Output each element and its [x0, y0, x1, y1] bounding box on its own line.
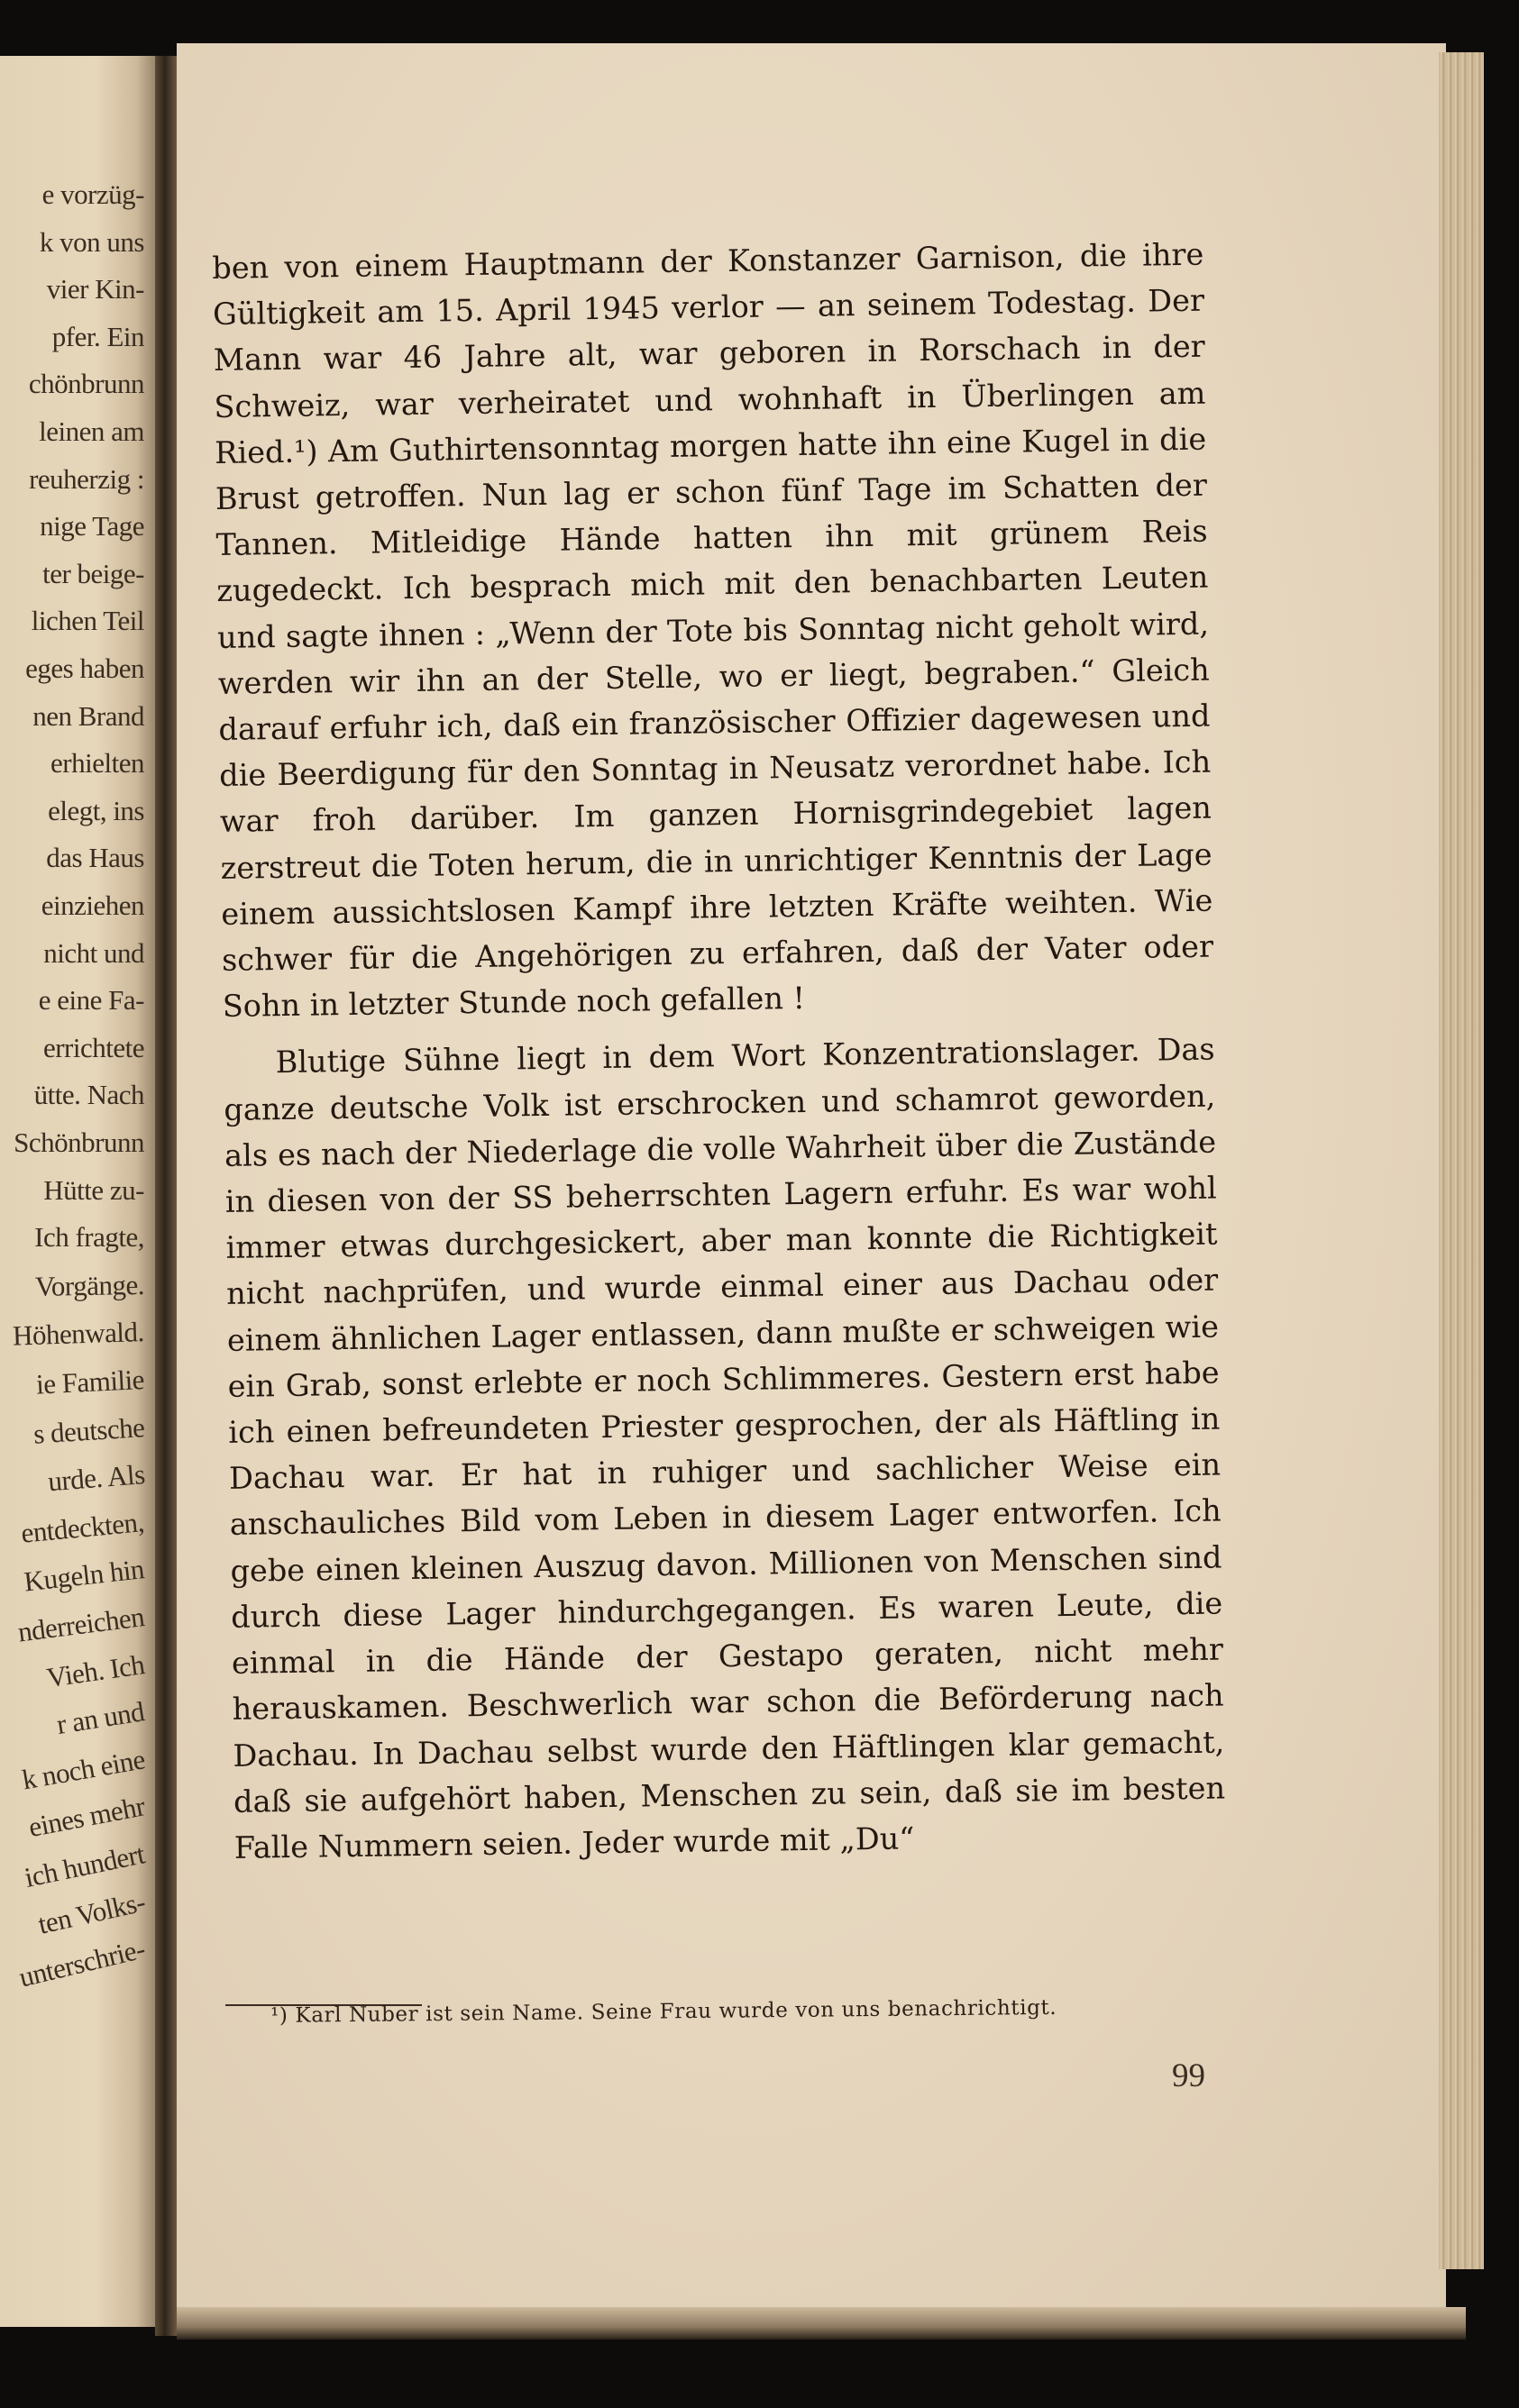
- left-page-line: nderreichen: [16, 1601, 147, 1648]
- left-page-line: unterschrie-: [15, 1932, 148, 1993]
- left-page-line: k noch eine: [19, 1743, 147, 1796]
- left-page-line: e eine Fa-: [38, 984, 144, 1017]
- left-page-line: vier Kin-: [46, 273, 144, 306]
- left-page-line: Kugeln hin: [23, 1553, 146, 1598]
- left-page-line: erhielten: [50, 747, 144, 780]
- left-page-line: ter beige-: [42, 557, 144, 589]
- left-page-line: eges haben: [25, 652, 144, 684]
- left-page-line: s deutsche: [32, 1410, 146, 1450]
- paragraph: Blutige Sühne liegt in dem Wort Konzentrationslager. Das ganze deutsche Volk ist erschrocken und schamrot geworden, als es nach der Niederlage die volle Wahrheit über die Zustände in diesen von der SS beherrschten Lagern erfuhr. Es war wohl immer etwas durchgesickert, aber man konnte die Richtigkeit nicht nachprüfen, und wurde einmal einer aus Dachau oder einem ähnlichen Lager entlassen, dann mußte er schweigen wie ein Grab, sonst erlebte er noch Schlimmeres. Gestern erst habe ich einen befreundeten Priester gesprochen, der als Häftling in Dachau war. Er hat in ruhiger und sachlicher Weise ein anschauliches Bild vom Leben in diesem Lager entworfen. Ich gebe einen kleinen Auszug davon. Millionen von Menschen sind durch diese Lager hindurchgegangen. Es waren Leute, die einmal in die Hände der Gestapo geraten, nicht mehr herauskamen. Beschwerlich war schon die Beförderung nach Dachau. In Dachau selbst wurde den Häftlingen klar gemacht, daß sie aufgehört haben, Menschen zu sein, daß sie im besten Falle Nummern seien. Jeder wurde mit „Du“: [224, 1032, 1226, 1865]
- left-page-line: nen Brand: [32, 699, 144, 732]
- left-page-line: e vorzüg-: [41, 178, 144, 210]
- body-text: [212, 232, 1226, 1871]
- left-page-line: lichen Teil: [31, 605, 144, 637]
- left-page-line: Schönbrunn: [14, 1126, 144, 1158]
- left-page-line: ich hundert: [22, 1838, 148, 1893]
- left-page-line: Vieh. Ich: [44, 1647, 147, 1693]
- left-page-line: pfer. Ein: [51, 320, 144, 352]
- left-page-line: Ich fragte,: [34, 1221, 144, 1254]
- paragraph: ben von einem Hauptmann der Konstanzer Garnison, die ihre Gültigkeit am 15. April 1945 verlor — an seinem Todestag. Der Mann war 46 Jahre alt, war geboren in Rorschach in der Schweiz, war verheiratet und wohnhaft in Überlingen am Ried.¹) Am Guthirtensonntag morgen hatte ihn eine Kugel in die Brust getroffen. Nun lag er schon fünf Tage im Schatten der Tannen. Mitleidige Hände hatten ihn mit grünem Reis zugedeckt. Ich besprach mich mit den benachbarten Leuten und sagte ihnen : „Wenn der Tote bis Sonntag nicht geholt wird, werden wir ihn an der Stelle, wo er liegt, begraben.“ Gleich darauf erfuhr ich, daß ein französischer Offizier dagewesen und die Beerdigung für den Sonntag in Neusatz verordnet habe. Ich war froh darüber. Im ganzen Hornisgrindegebiet lagen zerstreut die Toten herum, die in unrichtiger Kenntnis der Lage einem aussichtslosen Kampf ihre letzten Kräfte weihten. Wie schwer für die Angehörigen zu erfahren, daß der Vater oder Sohn in letzter Stunde noch gefallen !: [212, 236, 1214, 1025]
- left-page-line: elegt, ins: [48, 794, 144, 826]
- left-page-line: k von uns: [39, 225, 144, 258]
- left-page-line: eines mehr: [25, 1790, 148, 1844]
- left-page-line: Vorgänge.: [34, 1268, 145, 1302]
- left-page-line: das Haus: [46, 842, 144, 874]
- left-page-line: errichtete: [42, 1031, 144, 1063]
- left-page-line: reuherzig :: [29, 462, 144, 495]
- left-page-line: nicht und: [43, 936, 144, 969]
- left-page-line: nige Tage: [40, 510, 144, 543]
- page-number: 99: [1172, 2057, 1205, 2094]
- left-page-line: einziehen: [41, 889, 144, 921]
- left-page-line: Höhenwald.: [12, 1316, 145, 1352]
- left-page-line: r an und: [54, 1695, 147, 1741]
- page-bottom-edge: [177, 2307, 1466, 2340]
- book-gutter: [155, 56, 177, 2336]
- left-page-line: ie Familie: [35, 1364, 145, 1400]
- left-page-line: ütte. Nach: [33, 1079, 144, 1111]
- footnote: ¹) Karl Nuber ist sein Name. Seine Frau wurde von uns benachrichtigt.: [270, 1995, 1057, 2028]
- left-page-line: urde. Als: [46, 1458, 146, 1498]
- left-page-line: chönbrunn: [28, 368, 144, 400]
- left-page-line: entdeckten,: [20, 1505, 146, 1549]
- left-page-line: leinen am: [39, 415, 144, 447]
- page-edges: [1439, 52, 1484, 2269]
- left-page-line: ten Volks-: [34, 1885, 148, 1940]
- left-page: [0, 56, 160, 2327]
- left-page-line: Hütte zu-: [43, 1173, 144, 1206]
